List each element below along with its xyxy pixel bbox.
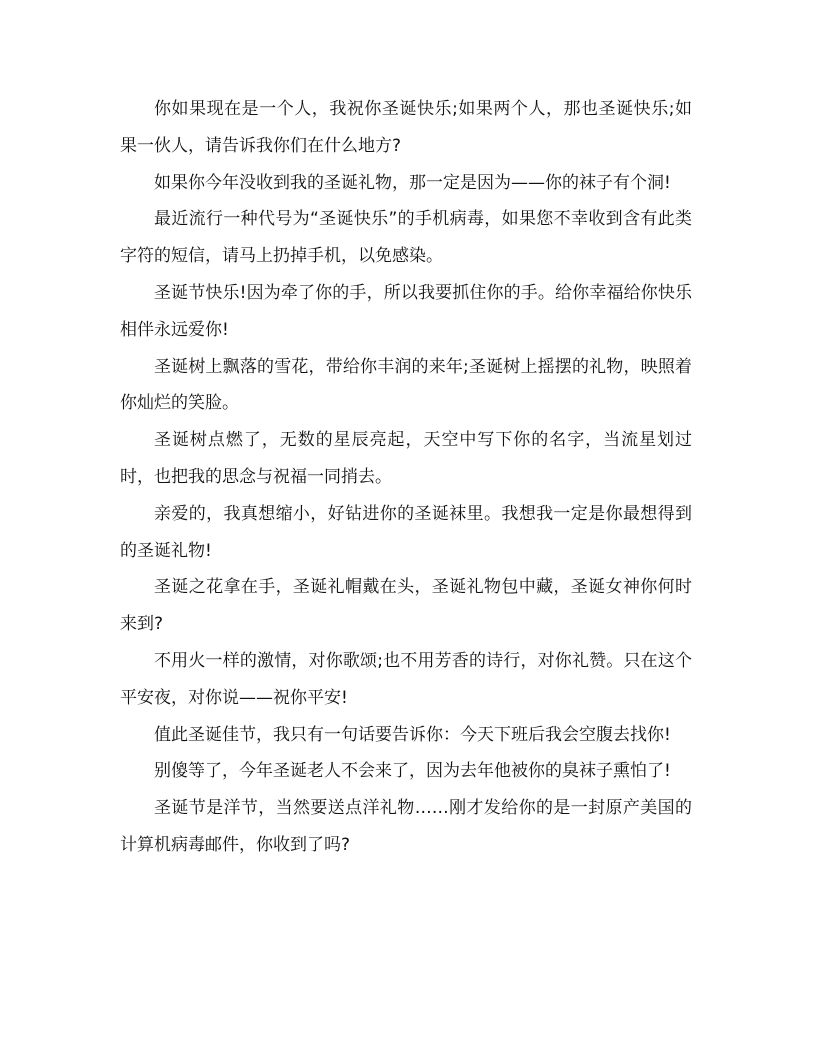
paragraph: 不用火一样的激情，对你歌颂;也不用芳香的诗行，对你礼赞。只在这个平安夜，对你说——祝你平安! [120, 650, 692, 708]
paragraph: 圣诞树点燃了，无数的星辰亮起，天空中写下你的名字，当流星划过时，也把我的思念与祝福一同捎去。 [120, 430, 692, 487]
paragraph: 你如果现在是一个人，我祝你圣诞快乐;如果两个人，那也圣诞快乐;如果一伙人，请告诉我你们在什么地方? [120, 99, 692, 156]
paragraph: 圣诞之花拿在手，圣诞礼帽戴在头，圣诞礼物包中藏，圣诞女神你何时来到? [120, 577, 692, 635]
paragraph: 最近流行一种代号为“圣诞快乐”的手机病毒，如果您不幸收到含有此类字符的短信，请马上扔掉手机，以免感染。 [120, 209, 692, 267]
paragraph: 别傻等了，今年圣诞老人不会来了，因为去年他被你的臭袜子熏怕了! [154, 761, 671, 782]
paragraph: 圣诞树上飘落的雪花，带给你丰润的来年;圣诞树上摇摆的礼物，映照着你灿烂的笑脸。 [120, 356, 692, 414]
paragraph: 亲爱的，我真想缩小，好钻进你的圣诞袜里。我想我一定是你最想得到的圣诞礼物! [120, 503, 692, 561]
paragraph: 如果你今年没收到我的圣诞礼物，那一定是因为——你的袜子有个洞! [154, 172, 671, 193]
document-body [120, 91, 692, 864]
paragraph: 圣诞节快乐!因为牵了你的手，所以我要抓住你的手。给你幸福给你快乐相伴永远爱你! [120, 282, 692, 340]
paragraph: 圣诞节是洋节，当然要送点洋礼物……刚才发给你的是一封原产美国的计算机病毒邮件，你收到了吗? [120, 798, 692, 855]
paragraph: 值此圣诞佳节，我只有一句话要告诉你：今天下班后我会空腹去找你! [154, 724, 671, 745]
